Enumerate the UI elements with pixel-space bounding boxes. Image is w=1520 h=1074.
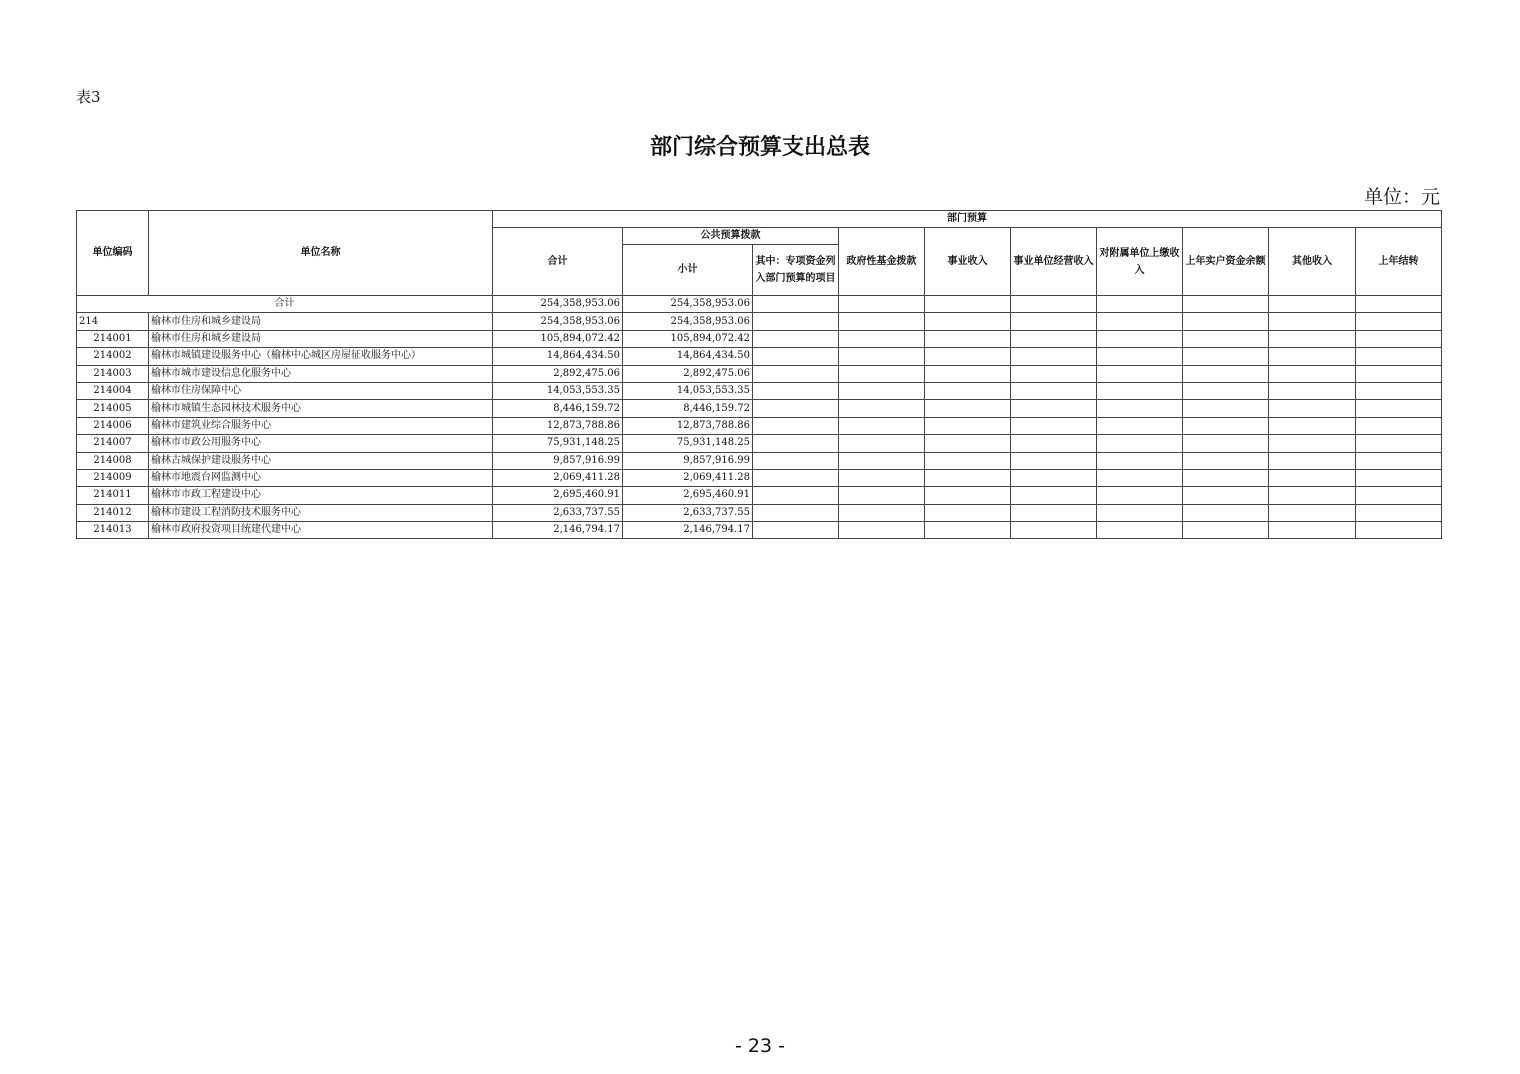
table-row — [77, 504, 1442, 521]
subtotal-cell: 2,146,794.17 — [623, 522, 753, 539]
empty-cell — [1011, 400, 1097, 417]
empty-cell — [1269, 522, 1356, 539]
empty-cell — [1183, 487, 1269, 504]
empty-cell — [1356, 417, 1442, 434]
total-cell: 75,931,148.25 — [493, 435, 623, 452]
empty-cell — [1183, 522, 1269, 539]
empty-cell — [1183, 435, 1269, 452]
empty-cell — [1183, 469, 1269, 486]
unit-code-cell: 214011 — [77, 487, 149, 504]
unit-name-cell: 榆林古城保护建设服务中心 — [149, 452, 493, 469]
empty-cell — [1356, 330, 1442, 347]
subtotal-cell: 14,053,553.35 — [623, 382, 753, 399]
unit-code-cell: 214012 — [77, 504, 149, 521]
table-row — [77, 400, 1442, 417]
total-cell: 2,695,460.91 — [493, 487, 623, 504]
empty-cell — [1269, 400, 1356, 417]
empty-cell — [925, 452, 1011, 469]
empty-cell — [1269, 469, 1356, 486]
empty-cell — [753, 330, 839, 347]
total-cell: 254,358,953.06 — [493, 313, 623, 330]
table-row — [77, 522, 1442, 539]
empty-cell — [753, 400, 839, 417]
empty-cell — [925, 365, 1011, 382]
col-gov-fund: 政府性基金拨款 — [839, 228, 925, 296]
empty-cell — [753, 435, 839, 452]
empty-cell — [839, 469, 925, 486]
empty-cell — [1097, 469, 1183, 486]
table-row — [77, 313, 1442, 330]
empty-cell — [753, 348, 839, 365]
empty-cell — [1269, 330, 1356, 347]
table-row — [77, 417, 1442, 434]
empty-cell — [1097, 330, 1183, 347]
unit-name-cell: 榆林市住房和城乡建设局 — [149, 313, 493, 330]
empty-cell — [753, 452, 839, 469]
empty-cell — [1183, 452, 1269, 469]
empty-cell — [925, 348, 1011, 365]
empty-cell — [925, 487, 1011, 504]
subtotal-cell: 2,892,475.06 — [623, 365, 753, 382]
subtotal-cell: 2,695,460.91 — [623, 487, 753, 504]
total-cell: 105,894,072.42 — [493, 330, 623, 347]
empty-cell — [1269, 504, 1356, 521]
empty-cell — [1183, 348, 1269, 365]
col-unit-name: 单位名称 — [149, 211, 493, 296]
empty-cell — [1269, 452, 1356, 469]
total-cell: 12,873,788.86 — [493, 417, 623, 434]
summary-row — [77, 296, 1442, 313]
empty-cell — [839, 504, 925, 521]
empty-cell — [1097, 400, 1183, 417]
empty-cell — [925, 330, 1011, 347]
summary-label: 合计 — [77, 296, 493, 313]
col-subtotal: 小计 — [623, 245, 753, 296]
total-cell: 2,892,475.06 — [493, 365, 623, 382]
empty-cell — [753, 522, 839, 539]
empty-cell — [1097, 504, 1183, 521]
subtotal-cell: 9,857,916.99 — [623, 452, 753, 469]
empty-cell — [925, 469, 1011, 486]
empty-cell — [839, 522, 925, 539]
subtotal-cell: 8,446,159.72 — [623, 400, 753, 417]
summary-total: 254,358,953.06 — [493, 296, 623, 313]
empty-cell — [753, 365, 839, 382]
empty-cell — [1183, 365, 1269, 382]
empty-cell — [1356, 452, 1442, 469]
empty-cell — [1097, 452, 1183, 469]
empty-cell — [839, 400, 925, 417]
empty-cell — [1183, 400, 1269, 417]
table-row — [77, 382, 1442, 399]
subtotal-cell: 12,873,788.86 — [623, 417, 753, 434]
empty-cell — [1097, 522, 1183, 539]
empty-cell — [1011, 435, 1097, 452]
empty-cell — [753, 504, 839, 521]
unit-code-cell: 214004 — [77, 382, 149, 399]
empty-cell — [839, 365, 925, 382]
empty-cell — [753, 313, 839, 330]
unit-code-cell: 214007 — [77, 435, 149, 452]
total-cell: 2,633,737.55 — [493, 504, 623, 521]
unit-code-cell: 214005 — [77, 400, 149, 417]
empty-cell — [1097, 382, 1183, 399]
empty-cell — [1011, 469, 1097, 486]
col-carryover: 上年结转 — [1356, 228, 1442, 296]
col-unit-code: 单位编码 — [77, 211, 149, 296]
empty-cell — [1097, 348, 1183, 365]
empty-cell — [1183, 504, 1269, 521]
unit-name-cell: 榆林市市政工程建设中心 — [149, 487, 493, 504]
col-public-budget: 公共预算拨款 — [623, 228, 839, 245]
empty-cell — [839, 452, 925, 469]
empty-cell — [839, 348, 925, 365]
empty-cell — [1356, 504, 1442, 521]
empty-cell — [1097, 313, 1183, 330]
empty-cell — [753, 417, 839, 434]
total-cell: 14,053,553.35 — [493, 382, 623, 399]
table-row — [77, 348, 1442, 365]
total-cell: 2,069,411.28 — [493, 469, 623, 486]
page-number: - 23 - — [735, 1035, 785, 1057]
col-total: 合计 — [493, 228, 623, 296]
total-cell: 9,857,916.99 — [493, 452, 623, 469]
document-title: 部门综合预算支出总表 — [649, 135, 870, 160]
empty-cell — [1356, 435, 1442, 452]
subtotal-cell: 105,894,072.42 — [623, 330, 753, 347]
summary-subtotal: 254,358,953.06 — [623, 296, 753, 313]
empty-cell — [1097, 417, 1183, 434]
unit-name-cell: 榆林市住房保障中心 — [149, 382, 493, 399]
empty-cell — [1097, 487, 1183, 504]
subtotal-cell: 14,864,434.50 — [623, 348, 753, 365]
empty-cell — [925, 435, 1011, 452]
empty-cell — [1269, 417, 1356, 434]
empty-cell — [1011, 504, 1097, 521]
unit-name-cell: 榆林市住房和城乡建设局 — [149, 330, 493, 347]
col-affiliate-payment: 对附属单位上缴收入 — [1097, 228, 1183, 296]
unit-code-cell: 214002 — [77, 348, 149, 365]
empty-cell — [1356, 469, 1442, 486]
empty-cell — [839, 417, 925, 434]
total-cell: 14,864,434.50 — [493, 348, 623, 365]
empty-cell — [1183, 330, 1269, 347]
table-row — [77, 435, 1442, 452]
empty-cell — [753, 382, 839, 399]
table-row — [77, 330, 1442, 347]
table-row — [77, 487, 1442, 504]
empty-cell — [1011, 452, 1097, 469]
unit-name-cell: 榆林市政府投资项目统建代建中心 — [149, 522, 493, 539]
unit-name-cell: 榆林市城市建设信息化服务中心 — [149, 365, 493, 382]
empty-cell — [1011, 365, 1097, 382]
unit-name-cell: 榆林市市政公用服务中心 — [149, 435, 493, 452]
unit-label: 单位：元 — [1363, 186, 1440, 208]
unit-code-cell: 214013 — [77, 522, 149, 539]
unit-code-cell: 214 — [77, 313, 149, 330]
col-other-income: 其他收入 — [1269, 228, 1356, 296]
total-cell: 2,146,794.17 — [493, 522, 623, 539]
budget-table-container — [76, 210, 1441, 539]
col-business-income: 事业收入 — [925, 228, 1011, 296]
empty-cell — [1269, 382, 1356, 399]
empty-cell — [1011, 522, 1097, 539]
table-body — [77, 296, 1442, 539]
col-prior-year-balance: 上年实户资金余额 — [1183, 228, 1269, 296]
unit-name-cell: 榆林市建设工程消防技术服务中心 — [149, 504, 493, 521]
empty-cell — [1183, 313, 1269, 330]
unit-code-cell: 214006 — [77, 417, 149, 434]
empty-cell — [925, 382, 1011, 399]
table-row — [77, 469, 1442, 486]
empty-cell — [1011, 417, 1097, 434]
empty-cell — [1097, 435, 1183, 452]
col-operating-income: 事业单位经营收入 — [1011, 228, 1097, 296]
empty-cell — [1269, 487, 1356, 504]
empty-cell — [925, 504, 1011, 521]
empty-cell — [1269, 365, 1356, 382]
empty-cell — [1356, 487, 1442, 504]
col-dept-budget: 部门预算 — [493, 211, 1442, 228]
empty-cell — [1011, 330, 1097, 347]
subtotal-cell: 2,069,411.28 — [623, 469, 753, 486]
empty-cell — [1269, 313, 1356, 330]
empty-cell — [839, 313, 925, 330]
table-row — [77, 452, 1442, 469]
empty-cell — [1269, 348, 1356, 365]
empty-cell — [1356, 522, 1442, 539]
unit-name-cell: 榆林市地震台网监测中心 — [149, 469, 493, 486]
empty-cell — [839, 330, 925, 347]
empty-cell — [1269, 435, 1356, 452]
empty-cell — [1356, 382, 1442, 399]
col-special-funds: 其中：专项资金列入部门预算的项目 — [753, 245, 839, 296]
unit-name-cell: 榆林市建筑业综合服务中心 — [149, 417, 493, 434]
subtotal-cell: 2,633,737.55 — [623, 504, 753, 521]
empty-cell — [925, 522, 1011, 539]
budget-expenditure-table — [76, 210, 1442, 539]
unit-name-cell: 榆林市城镇建设服务中心（榆林中心城区房屋征收服务中心） — [149, 348, 493, 365]
empty-cell — [1183, 382, 1269, 399]
subtotal-cell: 254,358,953.06 — [623, 313, 753, 330]
empty-cell — [1011, 487, 1097, 504]
empty-cell — [1011, 313, 1097, 330]
unit-code-cell: 214008 — [77, 452, 149, 469]
empty-cell — [1097, 365, 1183, 382]
empty-cell — [1356, 365, 1442, 382]
empty-cell — [839, 435, 925, 452]
empty-cell — [839, 382, 925, 399]
empty-cell — [925, 313, 1011, 330]
empty-cell — [1356, 400, 1442, 417]
empty-cell — [1356, 348, 1442, 365]
empty-cell — [925, 400, 1011, 417]
unit-code-cell: 214001 — [77, 330, 149, 347]
empty-cell — [1011, 348, 1097, 365]
unit-code-cell: 214009 — [77, 469, 149, 486]
unit-name-cell: 榆林市城镇生态园林技术服务中心 — [149, 400, 493, 417]
empty-cell — [839, 487, 925, 504]
empty-cell — [753, 469, 839, 486]
subtotal-cell: 75,931,148.25 — [623, 435, 753, 452]
empty-cell — [925, 417, 1011, 434]
total-cell: 8,446,159.72 — [493, 400, 623, 417]
empty-cell — [753, 487, 839, 504]
unit-code-cell: 214003 — [77, 365, 149, 382]
table-number: 表3 — [76, 88, 101, 106]
table-row — [77, 365, 1442, 382]
empty-cell — [1011, 382, 1097, 399]
empty-cell — [1356, 313, 1442, 330]
empty-cell — [1183, 417, 1269, 434]
